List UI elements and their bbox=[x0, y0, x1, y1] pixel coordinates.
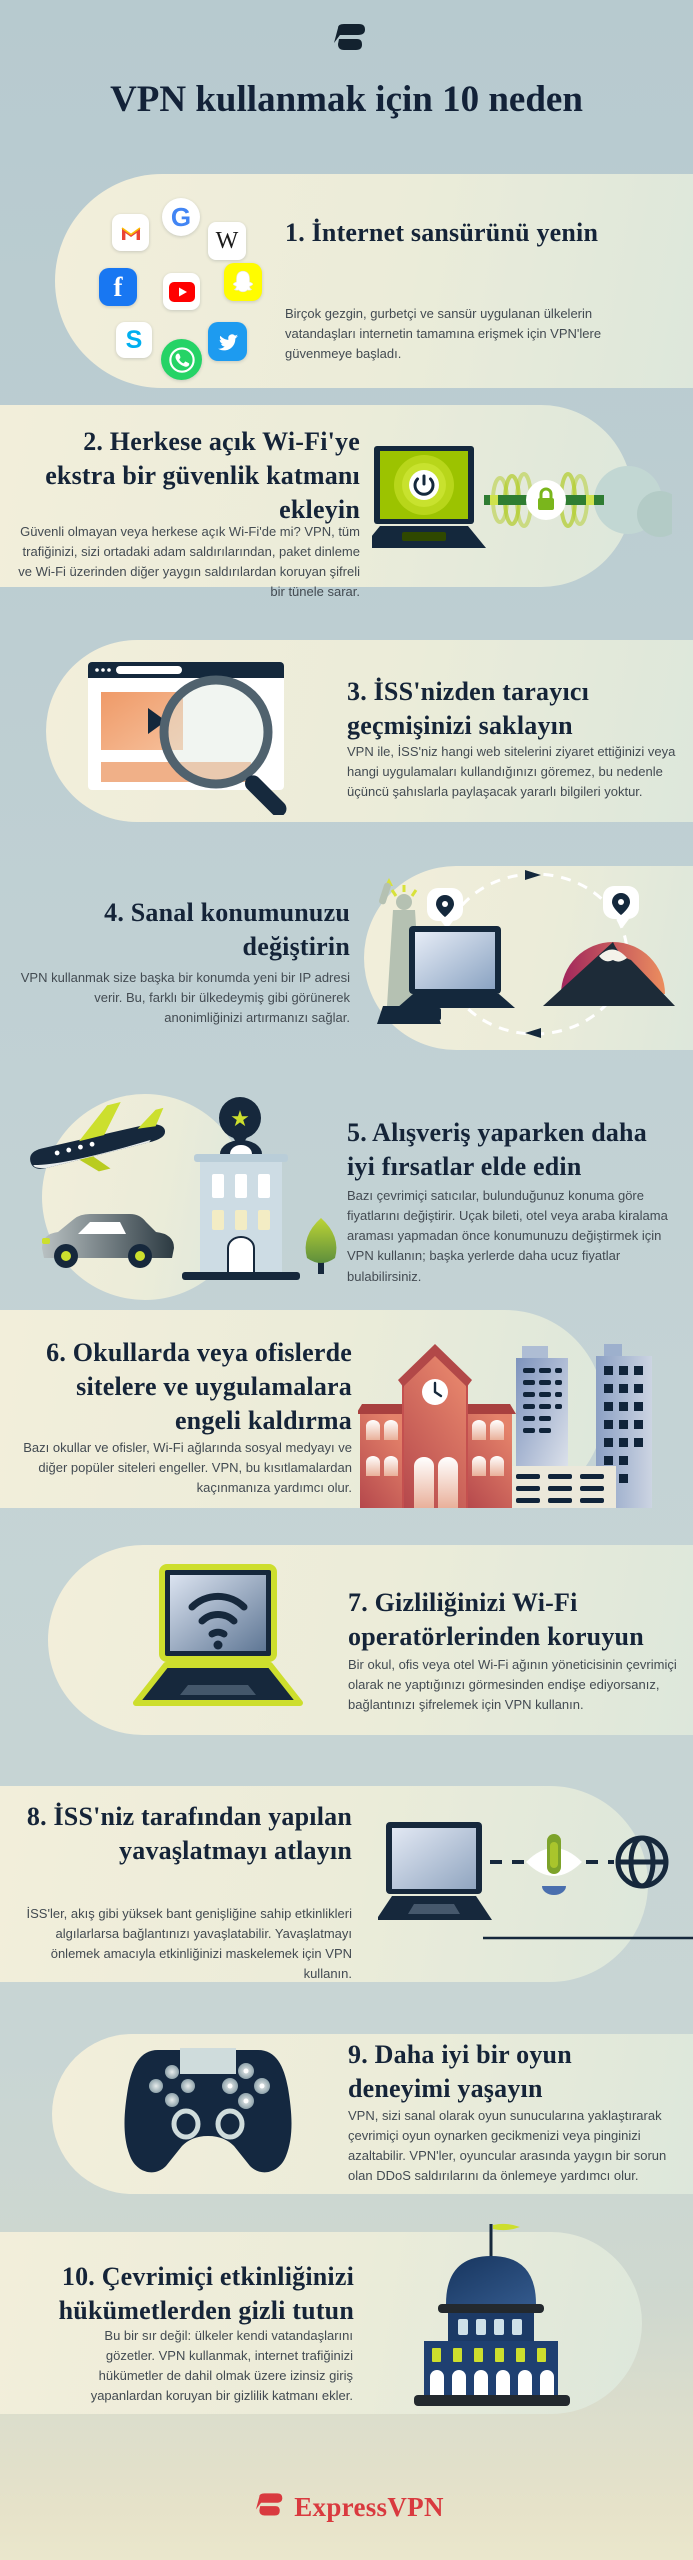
svg-text:★: ★ bbox=[230, 1106, 250, 1131]
school-building-icon bbox=[358, 1344, 516, 1508]
game-controller bbox=[118, 2042, 298, 2182]
spying-eye-icon bbox=[526, 1834, 582, 1895]
section-3-heading: 3. İSS'nizden tarayıcı geçmişinizi saklayın bbox=[347, 677, 590, 740]
section-5-body: Bazı çevrimiçi satıcılar, bulunduğunuz konuma göre fiyatlarını değiştirir. Uçak bileti, otel veya araba kiralama araması yapmadan önce konumunuzu değiştirmek için VPN kullanın; başka yerlerde daha ucuz fiyatlar bulabilirsiniz. bbox=[347, 1188, 668, 1284]
location-pin-badge bbox=[603, 886, 639, 927]
section-1-body: Birçok gezgin, gurbetçi ve sansür uygulanan ülkelerin vatandaşları internetin tamamına erişmek için VPN'lere güvenmeye başladı. bbox=[285, 306, 602, 362]
hotel-building-icon bbox=[182, 1140, 300, 1280]
section-6-body: Bazı okullar ve ofisler, Wi-Fi ağlarında sosyal medyayı ve diğer popüler siteleri engeller. VPN, bu kısıtlamalardan kaçınmanıza yardımcı olur. bbox=[23, 1440, 352, 1496]
facebook-letter: f bbox=[113, 271, 123, 302]
wifi-laptop-outline bbox=[118, 1563, 318, 1713]
section-5-heading: 5. Alışveriş yaparken daha iyi fırsatlar elde edin bbox=[347, 1118, 647, 1181]
section-10-body: Bu bir sır değil: ülkeler kendi vatandaşlarını gözetler. VPN kullanmak, internet trafiğinizi hükümetler de dahil olmak üzere izinsiz giriş yapanlardan koruyan bir gizlilik katmanı ekler. bbox=[90, 2328, 353, 2404]
footer-brand-name: ExpressVPN bbox=[294, 2491, 444, 2522]
skype-icon bbox=[116, 322, 152, 358]
arrow-right-icon bbox=[525, 870, 541, 880]
google-icon bbox=[162, 198, 200, 236]
footer-brand bbox=[0, 2490, 693, 2524]
laptop-spying-eye-globe bbox=[378, 1820, 693, 1945]
section-9-heading: 9. Daha iyi bir oyun deneyimi yaşayın bbox=[348, 2040, 572, 2103]
browser-window-magnifier bbox=[88, 660, 328, 815]
school-and-office-buildings bbox=[358, 1336, 658, 1508]
government-capitol-flag bbox=[392, 2222, 592, 2408]
tree-icon bbox=[306, 1218, 337, 1274]
flag-icon bbox=[493, 2224, 520, 2230]
capitol-building-icon bbox=[414, 2224, 570, 2406]
section-7-heading: 7. Gizliliğinizi Wi-Fi operatörlerinden koruyun bbox=[348, 1588, 644, 1651]
snapchat-icon bbox=[224, 263, 262, 301]
whatsapp-icon bbox=[161, 339, 202, 380]
youtube-icon bbox=[163, 273, 200, 310]
section-6-heading: 6. Okullarda veya ofislerde sitelere ve uygulamalara engeli kaldırma bbox=[46, 1338, 352, 1435]
airplane-icon bbox=[22, 1096, 175, 1187]
header-logo bbox=[0, 20, 693, 60]
section-8-body: İSS'ler, akış gibi yüksek bant genişliğine sahip etkinlikleri algılarlarsa bağlantınızı yavaşlatabilir. Yavaşlatmayı önlemek amacıyla etkinliğinizi maskelemek için VPN kullanın. bbox=[26, 1906, 352, 1982]
facebook-icon bbox=[99, 268, 137, 306]
plane-hotel-car-tree bbox=[22, 1096, 342, 1281]
wifi-laptop-icon bbox=[136, 1567, 300, 1703]
section-3-body: VPN ile, İSS'niz hangi web sitelerini ziyaret ettiğinizi veya hangi uygulamaları kullandığınızı göremez, bu nedenle üçüncü şahıslarla paylaşacak yararlı bilgileri yoktur. bbox=[347, 744, 676, 800]
page-title: VPN kullanmak için 10 neden bbox=[110, 79, 583, 120]
laptop-encrypted-tunnel-lock-cloud bbox=[372, 438, 672, 568]
section-10-heading: 10. Çevrimiçi etkinliğinizi hükümetlerden gizli tutun bbox=[58, 2262, 354, 2325]
section-4-body: VPN kullanmak size başka bir konumda yeni bir IP adresi verir. Bu, farklı bir ülkedeymiş gibi görünerek anonimliğinizi artırmanızı sağlar. bbox=[20, 970, 350, 1026]
section-4-heading: 4. Sanal konumunuzu değiştirin bbox=[104, 898, 350, 961]
section-2-body: Güvenli olmayan veya herkese açık Wi-Fi'de mi? VPN, tüm trafiğinizi, sizi ortadaki adam saldırılarından, paket dinleme ve Wi-Fi üzerinden diğer yaygın saldırılardan koruyan şifreli bir tünele sarar. bbox=[18, 524, 360, 600]
section-2-heading: 2. Herkese açık Wi-Fi'ye ekstra bir güvenlik katmanı ekleyin bbox=[45, 427, 360, 524]
office-tower-icon bbox=[516, 1346, 568, 1486]
game-controller-icon bbox=[125, 2048, 292, 2172]
skype-letter: S bbox=[125, 325, 143, 354]
google-letter: G bbox=[170, 201, 192, 232]
section-8-heading: 8. İSS'niz tarafından yapılan yavaşlatmayı atlayın bbox=[26, 1802, 352, 1865]
section-9-body: VPN, sizi sanal olarak oyun sunucularına yaklaştırarak çevrimiçi oyun oynarken gecikmenizi veya pinginizi azaltabilir. VPN'ler, oyuncular arasında yaygın bir sorun olan DDoS saldırılarını da önlemeye yardımcı olur. bbox=[348, 2108, 667, 2184]
expressvpn-mark-icon bbox=[326, 20, 368, 60]
section-7-body: Bir okul, ofis veya otel Wi-Fi ağının yöneticisinin çevrimiçi olarak ne yaptığınızı görmesinden endişe ediyorsanız, bağlantınızı şifrelemek için VPN kullanın. bbox=[348, 1657, 677, 1713]
expressvpn-mark-icon bbox=[249, 2490, 285, 2524]
laptop-icon bbox=[378, 1822, 492, 1920]
wikipedia-letter: W bbox=[215, 227, 239, 254]
vpn-laptop-icon bbox=[372, 446, 486, 548]
location-swap-statue-laptop-mountain bbox=[375, 868, 675, 1043]
twitter-icon bbox=[208, 322, 247, 361]
mountain-icon bbox=[543, 942, 675, 1006]
section-1-heading: 1. İnternet sansürünü yenin bbox=[285, 218, 599, 247]
gmail-icon bbox=[112, 214, 149, 251]
wikipedia-icon bbox=[208, 222, 246, 260]
arrow-left-icon bbox=[525, 1028, 541, 1038]
location-pin-badge bbox=[427, 888, 463, 929]
globe-icon bbox=[618, 1838, 666, 1886]
car-icon bbox=[42, 1214, 174, 1268]
office-lowrise-icon bbox=[508, 1466, 616, 1508]
